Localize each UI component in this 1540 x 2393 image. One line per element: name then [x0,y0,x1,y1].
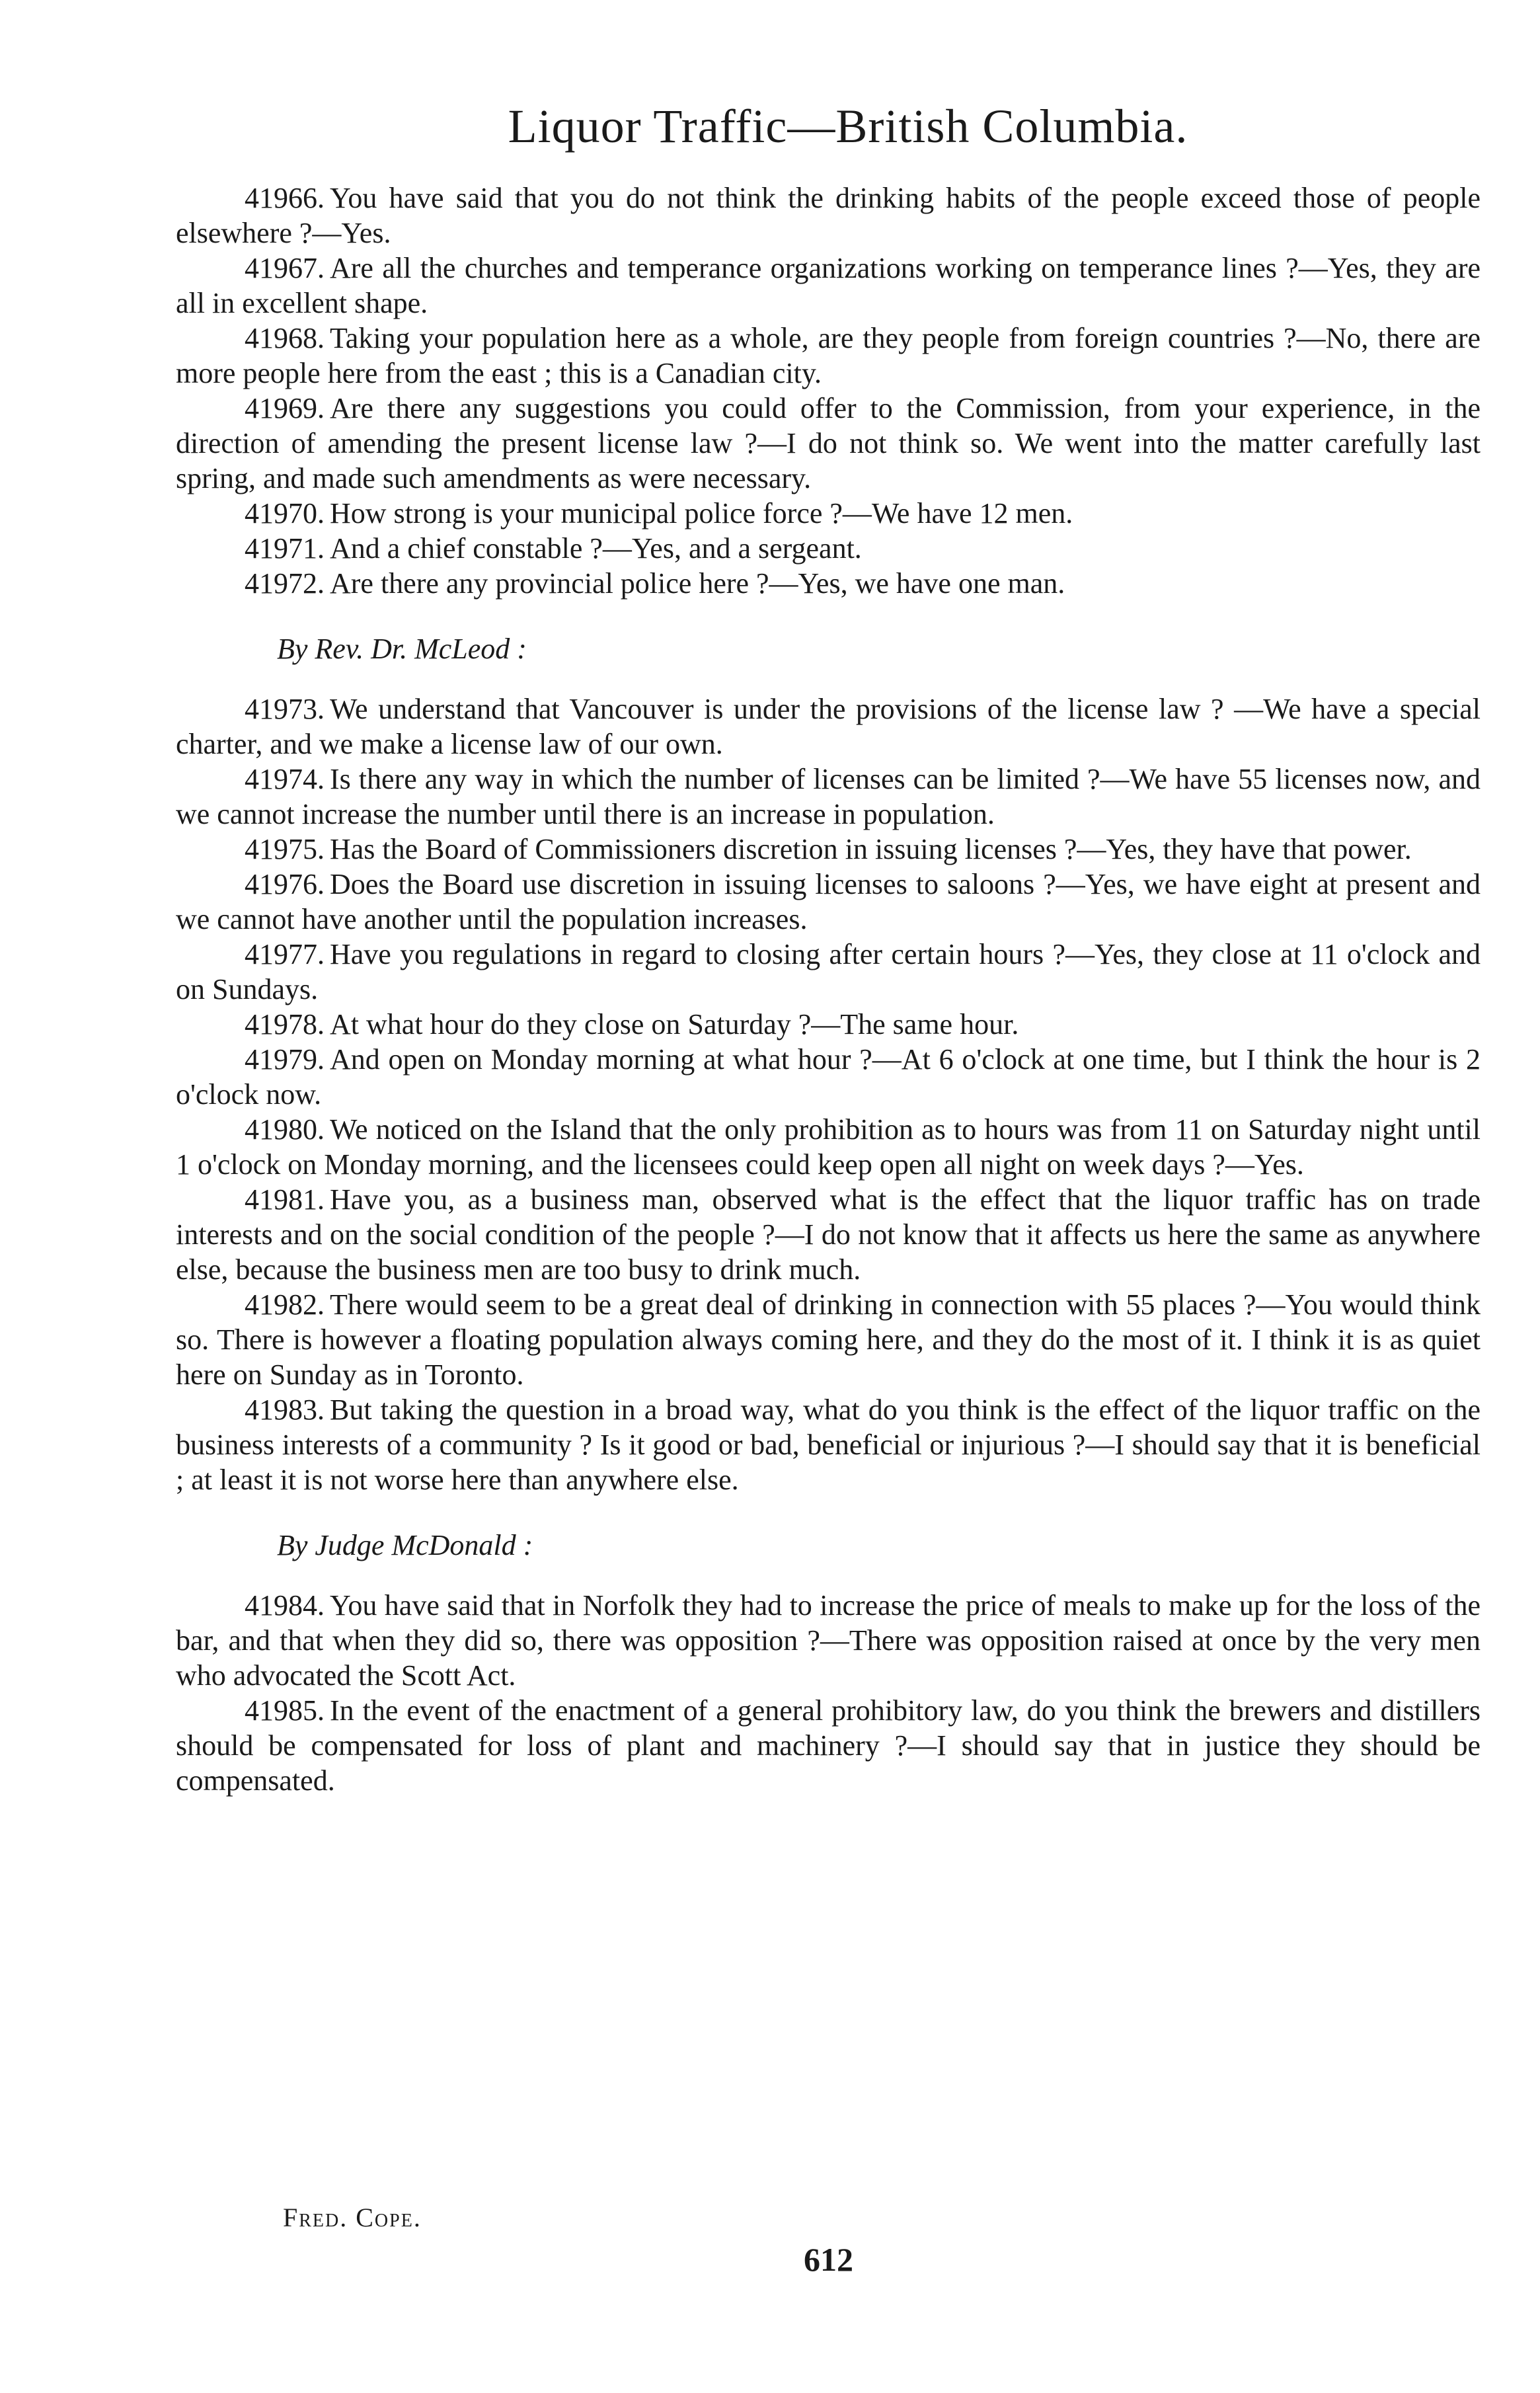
question-number: 41966. [245,182,325,214]
question-number: 41984. [245,1589,325,1622]
question-text: How strong is your municipal police force ?—We have 12 men. [330,497,1073,530]
question-number: 41967. [245,252,325,284]
question-answer [176,1112,1481,1182]
page-number: 612 [804,2241,853,2278]
question-number: 41983. [245,1393,325,1426]
question-number: 41981. [245,1183,325,1216]
question-number: 41972. [245,567,325,600]
question-answer [176,531,1481,566]
examiner-heading: By Rev. Dr. McLeod : [277,633,527,665]
question-answer [176,1042,1481,1112]
question-number: 41968. [245,322,325,354]
testimony-body [176,180,1481,1798]
question-answer [176,1287,1481,1392]
question-answer [176,496,1481,531]
question-number: 41980. [245,1113,325,1146]
question-text: Has the Board of Commissioners discretion in issuing licenses ?—Yes, they have that power. [330,833,1412,865]
question-text: Are there any provincial police here ?—Yes, we have one man. [330,567,1065,600]
question-number: 41975. [245,833,325,865]
question-text: Have you, as a business man, observed what is the effect that the liquor traffic has on trade interests and on the social condition of the people ?—I do not know that it affects us here the same as anywhere else, because the business men are too busy to drink much. [176,1183,1481,1286]
question-text: You have said that you do not think the drinking habits of the people exceed those of people elsewhere ?—Yes. [176,182,1481,249]
question-text: You have said that in Norfolk they had to increase the price of meals to make up for the loss of the bar, and that when they did so, there was opposition ?—There was opposition raised at once by the very men who advocated the Scott Act. [176,1589,1481,1692]
question-answer [176,1007,1481,1042]
question-number: 41978. [245,1008,325,1040]
question-number: 41974. [245,763,325,795]
question-number: 41982. [245,1288,325,1321]
question-text: Taking your population here as a whole, are they people from foreign countries ?—No, there are more people here from the east ; this is a Canadian city. [176,322,1481,389]
question-text: And open on Monday morning at what hour ?—At 6 o'clock at one time, but I think the hour is 2 o'clock now. [176,1043,1481,1111]
question-number: 41971. [245,532,325,565]
page-title: Liquor Traffic—British Columbia. [508,100,1188,153]
question-answer [176,762,1481,832]
question-text: There would seem to be a great deal of drinking in connection with 55 places ?—You would think so. There is however a floating population always coming here, and they do the most of it. I think it is as quiet here on Sunday as in Toronto. [176,1288,1481,1391]
question-text: Have you regulations in regard to closing after certain hours ?—Yes, they close at 11 o'clock and on Sundays. [176,938,1481,1005]
question-answer [176,391,1481,496]
question-answer [176,691,1481,762]
question-number: 41976. [245,868,325,900]
document-page [176,99,1481,1798]
question-number: 41973. [245,693,325,725]
question-text: We noticed on the Island that the only prohibition as to hours was from 11 on Saturday night until 1 o'clock on Monday morning, and the licensees could keep open all night on week days ?—Yes. [176,1113,1481,1181]
question-text: Are all the churches and temperance organizations working on temperance lines ?—Yes, they are all in excellent shape. [176,252,1481,319]
question-answer [176,1392,1481,1497]
question-text: But taking the question in a broad way, what do you think is the effect of the liquor traffic on the business interests of a community ? Is it good or bad, beneficial or injurious ?—I should say that it is beneficial ; at least it is not worse here than anywhere else. [176,1393,1481,1496]
question-answer [176,251,1481,321]
question-number: 41969. [245,392,325,424]
question-text: At what hour do they close on Saturday ?—The same hour. [330,1008,1019,1040]
question-number: 41970. [245,497,325,530]
question-text: In the event of the enactment of a general prohibitory law, do you think the brewers and distillers should be compensated for loss of plant and machinery ?—I should say that in justice they should be compensated. [176,1694,1481,1797]
question-answer [176,867,1481,937]
question-text: We understand that Vancouver is under the provisions of the license law ? —We have a special charter, and we make a license law of our own. [176,693,1481,760]
question-answer [176,1182,1481,1287]
question-answer [176,321,1481,391]
question-answer [176,1693,1481,1798]
question-answer [176,566,1481,601]
question-number: 41979. [245,1043,325,1076]
question-text: Are there any suggestions you could offer to the Commission, from your experience, in the direction of amending the present license law ?—I do not think so. We went into the matter carefully last spring, and made such amendments as were necessary. [176,392,1481,494]
question-answer [176,937,1481,1007]
question-answer [176,180,1481,251]
question-answer [176,832,1481,867]
examiner-heading: By Judge McDonald : [277,1529,533,1561]
question-number: 41977. [245,938,325,970]
question-answer [176,1588,1481,1693]
question-text: And a chief constable ?—Yes, and a sergeant. [330,532,862,565]
witness-signature: Fred. Cope. [283,2203,422,2232]
question-text: Is there any way in which the number of licenses can be limited ?—We have 55 licenses now, and we cannot increase the number until there is an increase in population. [176,763,1481,830]
question-number: 41985. [245,1694,325,1727]
question-text: Does the Board use discretion in issuing licenses to saloons ?—Yes, we have eight at present and we cannot have another until the population increases. [176,868,1481,935]
